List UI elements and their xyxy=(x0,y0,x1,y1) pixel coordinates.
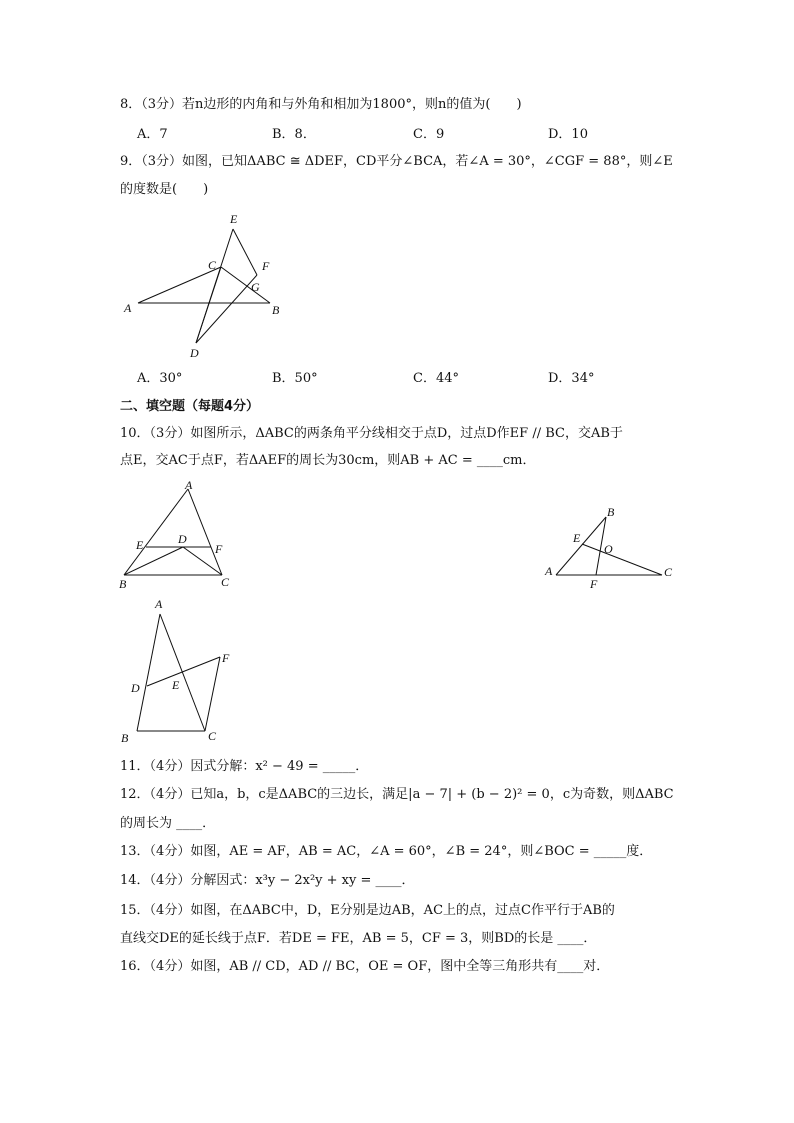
figure-q10-label-b: B xyxy=(119,577,127,591)
figure-q10-label-f: F xyxy=(215,542,223,556)
figure-q15-lines xyxy=(137,614,220,731)
figure-q9-label-a: A xyxy=(124,301,132,315)
figure-q13-label-e: E xyxy=(573,531,581,545)
question-12-line1: 12．（4分）已知a，b，c是ΔABC的三边长，满足|a − 7| + (b − 2)² = 0，c为奇数，则ΔABC xyxy=(120,787,674,802)
question-9-stem-line1: 9．（3分）如图，已知ΔABC ≅ ΔDEF，CD平分∠BCA，若∠A = 30°，∠CGF = 88°，则∠E xyxy=(120,154,673,169)
figure-q10-label-e: E xyxy=(136,538,144,552)
figure-q15-label-a: A xyxy=(155,597,163,611)
question-9-option-c: C．44° xyxy=(413,371,459,386)
question-8-option-b: B．8． xyxy=(272,127,316,142)
figure-q9-label-g: G xyxy=(251,280,260,294)
figure-q9-label-e: E xyxy=(230,212,238,226)
question-10-line1: 10．（3分）如图所示，ΔABC的两条角平分线相交于点D，过点D作EF // BC，交AB于 xyxy=(120,426,623,441)
question-16: 16．（4分）如图，AB // CD，AD // BC，OE = OF，图中全等三角形共有____对． xyxy=(120,959,610,974)
question-12-line2: 的周长为 ____． xyxy=(120,816,216,831)
question-14: 14．（4分）分解因式：x³y − 2x²y + xy = ____． xyxy=(120,873,415,888)
figure-q10-label-d: D xyxy=(178,532,187,546)
question-8-option-d: D．10 xyxy=(548,127,588,142)
figure-q13-label-f: F xyxy=(590,577,598,591)
figure-q15-label-f: F xyxy=(222,651,230,665)
figure-q13-label-b: B xyxy=(607,505,615,519)
question-9-option-b: B．50° xyxy=(272,371,318,386)
question-8-stem: 8．（3分）若n边形的内角和与外角和相加为1800°，则n的值为( ) xyxy=(120,97,522,112)
figure-q9-label-f: F xyxy=(262,259,270,273)
question-11: 11．（4分）因式分解：x² − 49 = _____． xyxy=(120,759,369,774)
figure-q13-label-o: O xyxy=(604,542,613,556)
figure-q15-label-d: D xyxy=(131,681,140,695)
question-9-option-a: A．30° xyxy=(137,371,183,386)
question-8-option-a: A．7 xyxy=(137,127,168,142)
figure-q10-label-a: A xyxy=(185,478,193,492)
question-8-option-c: C．9 xyxy=(413,127,445,142)
figure-q15-label-e: E xyxy=(172,678,180,692)
question-10-line2: 点E，交AC于点F，若ΔAEF的周长为30cm，则AB + AC = ____cm． xyxy=(120,453,536,468)
question-15-line2: 直线交DE的延长线于点F．若DE = FE，AB = 5，CF = 3，则BD的长是 ____． xyxy=(120,931,597,946)
figure-q9-label-b: B xyxy=(272,303,280,317)
figure-q15-label-c: C xyxy=(208,729,217,743)
question-13: 13．（4分）如图，AE = AF，AB = AC，∠A = 60°，∠B = 24°，则∠BOC = _____度． xyxy=(120,844,653,859)
section-2-title: 二、填空题（每题4分） xyxy=(120,399,260,414)
figure-q10-label-c: C xyxy=(221,575,230,589)
question-9-stem-line2: 的度数是( ) xyxy=(120,182,209,197)
figure-q15-label-b: B xyxy=(121,731,129,745)
question-15-line1: 15．（4分）如图，在ΔABC中，D，E分别是边AB，AC上的点，过点C作平行于AB的 xyxy=(120,903,615,918)
figure-q13-label-a: A xyxy=(545,564,553,578)
figure-q9-label-d: D xyxy=(190,346,199,360)
figure-q9-label-c: C xyxy=(208,258,217,272)
figure-q13-label-c: C xyxy=(664,565,673,579)
question-9-option-d: D．34° xyxy=(548,371,595,386)
